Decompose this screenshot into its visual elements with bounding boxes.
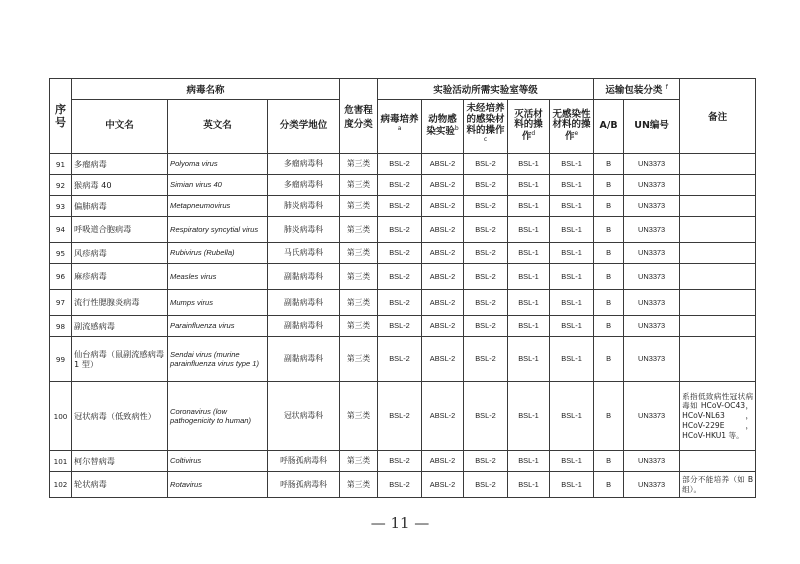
culture-level: BSL-2 bbox=[378, 316, 422, 337]
noninfectious-level: BSL-1 bbox=[550, 290, 594, 316]
transport-ab: B bbox=[594, 196, 624, 217]
inactivated-level: BSL-1 bbox=[508, 316, 550, 337]
note bbox=[680, 337, 756, 382]
header-lab-level: 实验活动所需实验室等级 bbox=[378, 79, 594, 100]
uncultured-level: BSL-2 bbox=[464, 382, 508, 451]
culture-level: BSL-2 bbox=[378, 472, 422, 498]
inactivated-level: BSL-1 bbox=[508, 243, 550, 264]
english-name: Coronavirus (low pathogenicity to human) bbox=[168, 382, 268, 451]
noninfectious-level: BSL-1 bbox=[550, 264, 594, 290]
un-number: UN3373 bbox=[624, 217, 680, 243]
chinese-name: 多瘤病毒 bbox=[72, 154, 168, 175]
animal-level: ABSL-2 bbox=[422, 243, 464, 264]
taxonomy: 副黏病毒科 bbox=[268, 337, 340, 382]
table-row bbox=[50, 290, 756, 316]
chinese-name: 仙台病毒（鼠副流感病毒 1 型） bbox=[72, 337, 168, 382]
noninfectious-level: BSL-1 bbox=[550, 337, 594, 382]
table-row bbox=[50, 217, 756, 243]
english-name: Rubivirus (Rubella) bbox=[168, 243, 268, 264]
culture-level: BSL-2 bbox=[378, 451, 422, 472]
inactivated-level: BSL-1 bbox=[508, 264, 550, 290]
taxonomy: 副黏病毒科 bbox=[268, 316, 340, 337]
noninfectious-level: BSL-1 bbox=[550, 154, 594, 175]
animal-level: ABSL-2 bbox=[422, 217, 464, 243]
uncultured-level: BSL-2 bbox=[464, 196, 508, 217]
english-name: Respiratory syncytial virus bbox=[168, 217, 268, 243]
note bbox=[680, 154, 756, 175]
transport-ab: B bbox=[594, 217, 624, 243]
uncultured-level: BSL-2 bbox=[464, 264, 508, 290]
note bbox=[680, 264, 756, 290]
row-number: 99 bbox=[50, 337, 72, 382]
taxonomy: 肺炎病毒科 bbox=[268, 196, 340, 217]
row-number: 92 bbox=[50, 175, 72, 196]
un-number: UN3373 bbox=[624, 451, 680, 472]
table-row bbox=[50, 316, 756, 337]
un-number: UN3373 bbox=[624, 154, 680, 175]
header-cn-name: 中文名 bbox=[72, 100, 168, 154]
animal-level: ABSL-2 bbox=[422, 451, 464, 472]
taxonomy: 马氏病毒科 bbox=[268, 243, 340, 264]
taxonomy: 肺炎病毒科 bbox=[268, 217, 340, 243]
inactivated-level: BSL-1 bbox=[508, 154, 550, 175]
hazard-class: 第三类 bbox=[340, 337, 378, 382]
note bbox=[680, 196, 756, 217]
row-number: 91 bbox=[50, 154, 72, 175]
chinese-name: 冠状病毒（低致病性） bbox=[72, 382, 168, 451]
inactivated-level: BSL-1 bbox=[508, 382, 550, 451]
english-name: Sendai virus (murine parainfluenza virus type 1) bbox=[168, 337, 268, 382]
header-inactivated: 灭活材料的操作$^d$ bbox=[508, 100, 550, 154]
transport-ab: B bbox=[594, 382, 624, 451]
transport-ab: B bbox=[594, 472, 624, 498]
footnote-mark: a bbox=[397, 124, 402, 132]
uncultured-level: BSL-2 bbox=[464, 472, 508, 498]
uncultured-level: BSL-2 bbox=[464, 451, 508, 472]
noninfectious-level: BSL-1 bbox=[550, 472, 594, 498]
animal-level: ABSL-2 bbox=[422, 290, 464, 316]
un-number: UN3373 bbox=[624, 196, 680, 217]
hazard-class: 第三类 bbox=[340, 217, 378, 243]
noninfectious-level: BSL-1 bbox=[550, 451, 594, 472]
noninfectious-level: BSL-1 bbox=[550, 217, 594, 243]
culture-level: BSL-2 bbox=[378, 217, 422, 243]
chinese-name: 风疹病毒 bbox=[72, 243, 168, 264]
row-number: 100 bbox=[50, 382, 72, 451]
culture-level: BSL-2 bbox=[378, 382, 422, 451]
header-seq: 序号 bbox=[50, 79, 72, 154]
transport-ab: B bbox=[594, 316, 624, 337]
uncultured-level: BSL-2 bbox=[464, 337, 508, 382]
row-number: 94 bbox=[50, 217, 72, 243]
inactivated-level: BSL-1 bbox=[508, 290, 550, 316]
hazard-class: 第三类 bbox=[340, 382, 378, 451]
un-number: UN3373 bbox=[624, 243, 680, 264]
un-number: UN3373 bbox=[624, 264, 680, 290]
note: 部分不能培养（如 B 组）。 bbox=[680, 472, 756, 498]
un-number: UN3373 bbox=[624, 337, 680, 382]
un-number: UN3373 bbox=[624, 290, 680, 316]
culture-level: BSL-2 bbox=[378, 264, 422, 290]
header-animal: 动物感染实验$^b$ bbox=[422, 100, 464, 154]
noninfectious-level: BSL-1 bbox=[550, 196, 594, 217]
hazard-class: 第三类 bbox=[340, 451, 378, 472]
english-name: Rotavirus bbox=[168, 472, 268, 498]
table-row bbox=[50, 175, 756, 196]
table-row bbox=[50, 196, 756, 217]
inactivated-level: BSL-1 bbox=[508, 472, 550, 498]
culture-level: BSL-2 bbox=[378, 337, 422, 382]
footnote-mark: c bbox=[483, 135, 488, 143]
inactivated-level: BSL-1 bbox=[508, 196, 550, 217]
header-taxonomy: 分类学地位 bbox=[268, 100, 340, 154]
footnote-mark: d bbox=[531, 130, 536, 138]
chinese-name: 副流感病毒 bbox=[72, 316, 168, 337]
culture-level: BSL-2 bbox=[378, 175, 422, 196]
animal-level: ABSL-2 bbox=[422, 154, 464, 175]
uncultured-level: BSL-2 bbox=[464, 154, 508, 175]
row-number: 98 bbox=[50, 316, 72, 337]
table-row bbox=[50, 264, 756, 290]
hazard-class: 第三类 bbox=[340, 175, 378, 196]
header-ab: A/B bbox=[594, 100, 624, 154]
noninfectious-level: BSL-1 bbox=[550, 316, 594, 337]
table-row bbox=[50, 451, 756, 472]
transport-ab: B bbox=[594, 243, 624, 264]
noninfectious-level: BSL-1 bbox=[550, 382, 594, 451]
header-hazard: 危害程度分类 bbox=[340, 79, 378, 154]
english-name: Mumps virus bbox=[168, 290, 268, 316]
un-number: UN3373 bbox=[624, 472, 680, 498]
header-culture: 病毒培养$^a$ bbox=[378, 100, 422, 154]
chinese-name: 柯尔替病毒 bbox=[72, 451, 168, 472]
virus-table bbox=[49, 78, 756, 498]
culture-level: BSL-2 bbox=[378, 196, 422, 217]
un-number: UN3373 bbox=[624, 382, 680, 451]
note bbox=[680, 243, 756, 264]
header-notes: 备注 bbox=[680, 79, 756, 154]
transport-ab: B bbox=[594, 154, 624, 175]
uncultured-level: BSL-2 bbox=[464, 175, 508, 196]
footnote-mark: e bbox=[574, 130, 579, 138]
chinese-name: 猴病毒 40 bbox=[72, 175, 168, 196]
header-en-name: 英文名 bbox=[168, 100, 268, 154]
hazard-class: 第三类 bbox=[340, 264, 378, 290]
animal-level: ABSL-2 bbox=[422, 264, 464, 290]
transport-ab: B bbox=[594, 175, 624, 196]
taxonomy: 呼肠孤病毒科 bbox=[268, 451, 340, 472]
header-row-top bbox=[50, 79, 756, 100]
english-name: Coltivirus bbox=[168, 451, 268, 472]
table-row bbox=[50, 154, 756, 175]
english-name: Metapneumovirus bbox=[168, 196, 268, 217]
transport-ab: B bbox=[594, 264, 624, 290]
table-row bbox=[50, 382, 756, 451]
inactivated-level: BSL-1 bbox=[508, 337, 550, 382]
row-number: 96 bbox=[50, 264, 72, 290]
taxonomy: 多瘤病毒科 bbox=[268, 154, 340, 175]
english-name: Parainfluenza virus bbox=[168, 316, 268, 337]
un-number: UN3373 bbox=[624, 175, 680, 196]
header-un: UN编号 bbox=[624, 100, 680, 154]
transport-ab: B bbox=[594, 451, 624, 472]
taxonomy: 副黏病毒科 bbox=[268, 290, 340, 316]
chinese-name: 偏肺病毒 bbox=[72, 196, 168, 217]
culture-level: BSL-2 bbox=[378, 243, 422, 264]
inactivated-level: BSL-1 bbox=[508, 175, 550, 196]
chinese-name: 流行性腮腺炎病毒 bbox=[72, 290, 168, 316]
english-name: Measles virus bbox=[168, 264, 268, 290]
note: 系指低致病性冠状病毒如 HCoV-OC43，HCoV-NL63，HCoV-229E，HCoV-HKU1 等。 bbox=[680, 382, 756, 451]
animal-level: ABSL-2 bbox=[422, 337, 464, 382]
culture-level: BSL-2 bbox=[378, 154, 422, 175]
taxonomy: 冠状病毒科 bbox=[268, 382, 340, 451]
note bbox=[680, 290, 756, 316]
note bbox=[680, 175, 756, 196]
inactivated-level: BSL-1 bbox=[508, 451, 550, 472]
uncultured-level: BSL-2 bbox=[464, 290, 508, 316]
footnote-mark: f bbox=[665, 83, 668, 91]
header-virus-name: 病毒名称 bbox=[72, 79, 340, 100]
row-number: 95 bbox=[50, 243, 72, 264]
hazard-class: 第三类 bbox=[340, 196, 378, 217]
animal-level: ABSL-2 bbox=[422, 316, 464, 337]
inactivated-level: BSL-1 bbox=[508, 217, 550, 243]
table-row bbox=[50, 337, 756, 382]
table-row bbox=[50, 243, 756, 264]
chinese-name: 呼吸道合胞病毒 bbox=[72, 217, 168, 243]
hazard-class: 第三类 bbox=[340, 154, 378, 175]
row-number: 102 bbox=[50, 472, 72, 498]
footnote-mark: b bbox=[454, 124, 459, 132]
animal-level: ABSL-2 bbox=[422, 175, 464, 196]
uncultured-level: BSL-2 bbox=[464, 243, 508, 264]
culture-level: BSL-2 bbox=[378, 290, 422, 316]
transport-ab: B bbox=[594, 337, 624, 382]
noninfectious-level: BSL-1 bbox=[550, 243, 594, 264]
uncultured-level: BSL-2 bbox=[464, 217, 508, 243]
hazard-class: 第三类 bbox=[340, 290, 378, 316]
row-number: 101 bbox=[50, 451, 72, 472]
note bbox=[680, 451, 756, 472]
taxonomy: 副黏病毒科 bbox=[268, 264, 340, 290]
hazard-class: 第三类 bbox=[340, 243, 378, 264]
header-row-bottom bbox=[50, 100, 756, 154]
header-transport: 运输包装分类 $^f$ bbox=[594, 79, 680, 100]
taxonomy: 呼肠孤病毒科 bbox=[268, 472, 340, 498]
english-name: Simian virus 40 bbox=[168, 175, 268, 196]
note bbox=[680, 316, 756, 337]
transport-ab: B bbox=[594, 290, 624, 316]
row-number: 97 bbox=[50, 290, 72, 316]
chinese-name: 轮状病毒 bbox=[72, 472, 168, 498]
row-number: 93 bbox=[50, 196, 72, 217]
header-uncultured: 未经培养的感染材料的操作$^c$ bbox=[464, 100, 508, 154]
hazard-class: 第三类 bbox=[340, 472, 378, 498]
chinese-name: 麻疹病毒 bbox=[72, 264, 168, 290]
english-name: Polyoma virus bbox=[168, 154, 268, 175]
animal-level: ABSL-2 bbox=[422, 382, 464, 451]
animal-level: ABSL-2 bbox=[422, 196, 464, 217]
taxonomy: 多瘤病毒科 bbox=[268, 175, 340, 196]
animal-level: ABSL-2 bbox=[422, 472, 464, 498]
un-number: UN3373 bbox=[624, 316, 680, 337]
noninfectious-level: BSL-1 bbox=[550, 175, 594, 196]
table-row bbox=[50, 472, 756, 498]
header-noninfectious: 无感染性材料的操作$^e$ bbox=[550, 100, 594, 154]
page-number: — 11 — bbox=[370, 514, 430, 532]
note bbox=[680, 217, 756, 243]
uncultured-level: BSL-2 bbox=[464, 316, 508, 337]
hazard-class: 第三类 bbox=[340, 316, 378, 337]
